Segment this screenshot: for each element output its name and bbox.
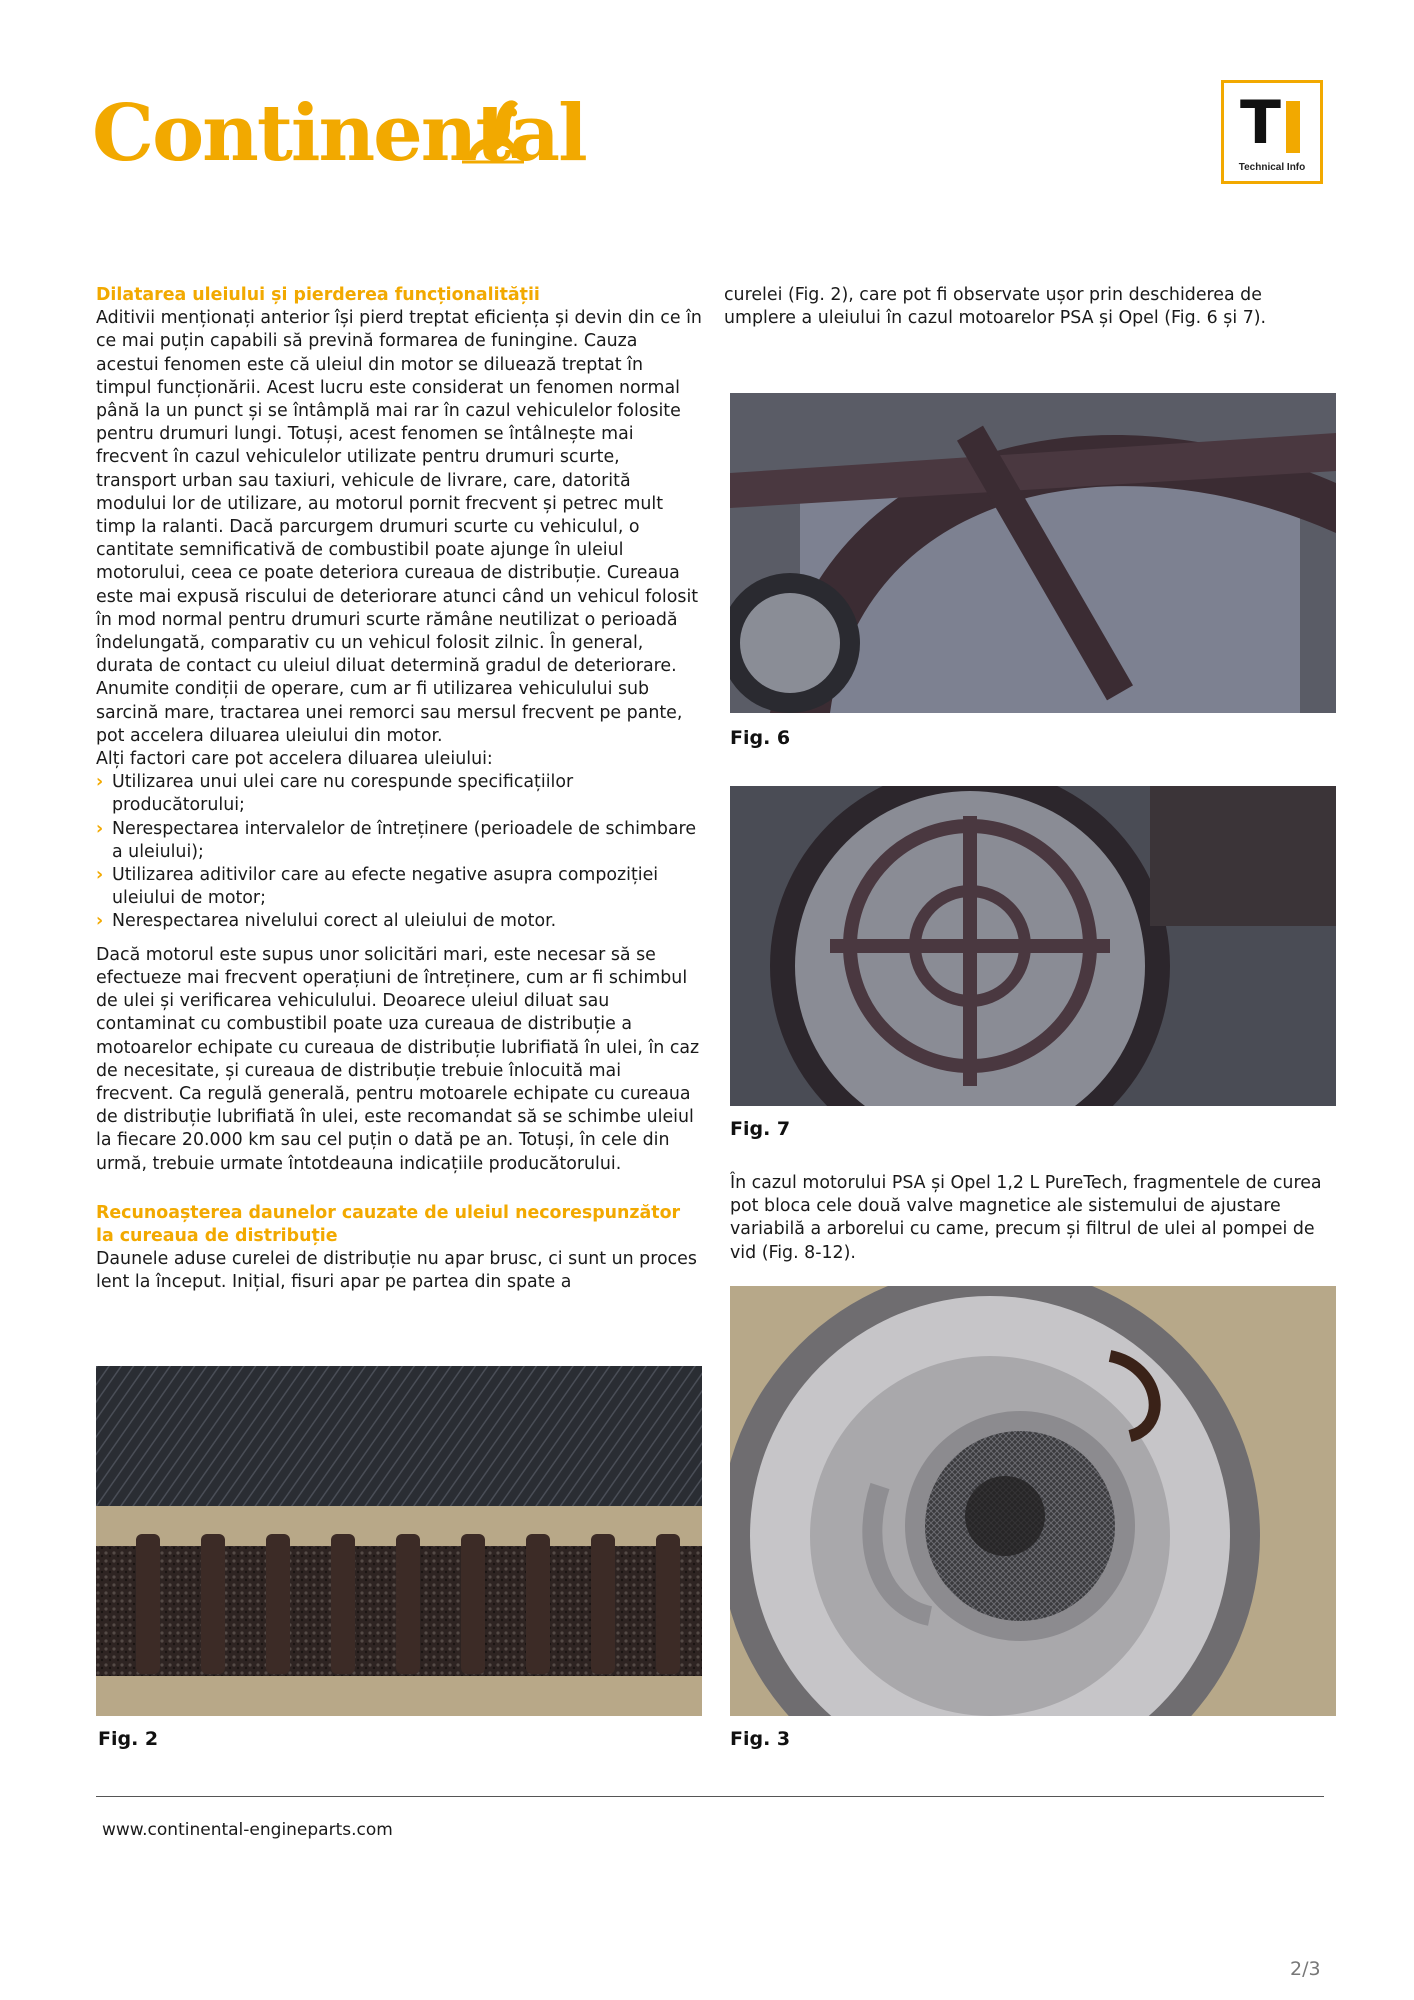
paragraph-maintenance: Dacă motorul este supus unor solicitări mari, este necesar să se efectueze mai frecvent operațiuni de întreținere, cum ar fi schimbul de ulei și verificarea vehiculului. Deoarece uleiul diluat sau contaminat cu combustibil poate uza cureaua de distribuție a motoarelor echipate cu cureaua de distribuție lubrifiată în ulei, în caz de necesitate, și cureaua de distribuție trebuie înlocuită mai frecvent. Ca regulă generală, pentru motoarele echipate cu cureaua de distribuție lubrifiată în ulei, este recomandat să se schimbe uleiul la fiecare 20.000 km sau cel puțin o dată pe an. Totuși, în cele din urmă, trebuie urmate întotdeauna indicațiile producătorului. xyxy=(96,944,700,1174)
fig7-photo xyxy=(730,786,1336,1106)
right-column-mid xyxy=(730,1172,1330,1265)
section-heading-dilution: Dilatarea uleiului și pierderea funcționalității xyxy=(96,285,540,305)
fig3-caption: Fig. 3 xyxy=(730,1728,791,1750)
fig2-caption: Fig. 2 xyxy=(98,1728,159,1750)
list-item: › Utilizarea aditivilor care au efecte negative asupra compoziției uleiului de motor; xyxy=(96,864,702,910)
badge-label: Technical Info xyxy=(1238,162,1306,173)
fig3-filter-photo xyxy=(730,1286,1336,1716)
footer-divider xyxy=(96,1796,1324,1797)
fig6-caption: Fig. 6 xyxy=(730,727,791,749)
paragraph-damage: Daunele aduse curelei de distribuție nu apar brusc, ci sunt un proces lent la început. Inițial, fisuri apar pe partea din spate a xyxy=(96,1249,697,1293)
right-column-top xyxy=(724,284,1324,330)
continental-logo xyxy=(92,88,586,180)
paragraph-inspection: curelei (Fig. 2), care pot fi observate ușor prin deschiderea de umplere a uleiului în cazul motoarelor PSA și Opel (Fig. 6 și 7). xyxy=(724,285,1267,329)
factors-intro: Alți factori care pot accelera diluarea uleiului: xyxy=(96,749,493,770)
paragraph-puretech: În cazul motorului PSA și Opel 1,2 L PureTech, fragmentele de curea pot bloca cele două valve magnetice ale sistemului de ajustare variabilă a arborelui cu came, precum și filtrul de ulei al pompei de vid (Fig. 8-12). xyxy=(730,1173,1322,1263)
fig6-photo xyxy=(730,393,1336,713)
logo-wordmark: Continental xyxy=(92,88,586,179)
badge-letter: T xyxy=(1240,88,1281,158)
horse-icon xyxy=(454,92,532,172)
page-number: 2/3 xyxy=(1290,1958,1321,1980)
badge-bar xyxy=(1286,101,1300,153)
list-item: › Nerespectarea intervalelor de întreținere (perioadele de schimbare a uleiului); xyxy=(96,818,702,864)
fig7-caption: Fig. 7 xyxy=(730,1118,791,1140)
paragraph-dilution: Aditivii menționați anterior își pierd treptat eficiența și devin din ce în ce mai puțin capabili să prevină formarea de funingine. Cauza acestui fenomen este că uleiul din motor se diluează treptat în timpul funcționării. Acest lucru este considerat un fenomen normal până la un punct și se întâmplă mai rar în cazul vehiculelor folosite pentru drumuri lungi. Totuși, acest fenomen se întâlnește mai frecvent în cazul vehiculelor utilizate pentru drumuri scurte, transport urban sau taxiuri, vehicule de livrare, care, datorită modului lor de utilizare, au motorul pornit frecvent și petrec mult timp la ralanti. Dacă parcurgem drumuri scurte cu vehiculul, o cantitate semnificativă de combustibil poate ajunge în uleiul motorului, ceea ce poate deteriora cureaua de distribuție. Cureaua este mai expusă riscului de deteriorare atunci când un vehicul folosit în mod normal pentru drumuri scurte rămâne neutilizat o perioadă îndelungată, comparativ cu un vehicul folosit zilnic. În general, durata de contact cu uleiul diluat determină gradul de deteriorare. Anumite condiții de operare, cum ar fi utilizarea vehiculului sub sarcină mare, tractarea unei remorci sau mersul frecvent pe pante, pot accelera diluarea uleiului din motor. xyxy=(96,308,702,746)
section-heading-damage: Recunoașterea daunelor cauzate de uleiul necorespunzător la cureaua de distribuție xyxy=(96,1202,681,1246)
list-item: › Nerespectarea nivelului corect al uleiului de motor. xyxy=(96,910,702,933)
technical-info-badge xyxy=(1221,80,1323,184)
fig2-belt-photo xyxy=(96,1366,702,1716)
factors-list xyxy=(96,771,702,933)
footer-website-link[interactable]: www.continental-engineparts.com xyxy=(102,1820,393,1840)
left-column xyxy=(96,284,702,1295)
list-item: › Utilizarea unui ulei care nu corespunde specificațiilor producătorului; xyxy=(96,771,702,817)
